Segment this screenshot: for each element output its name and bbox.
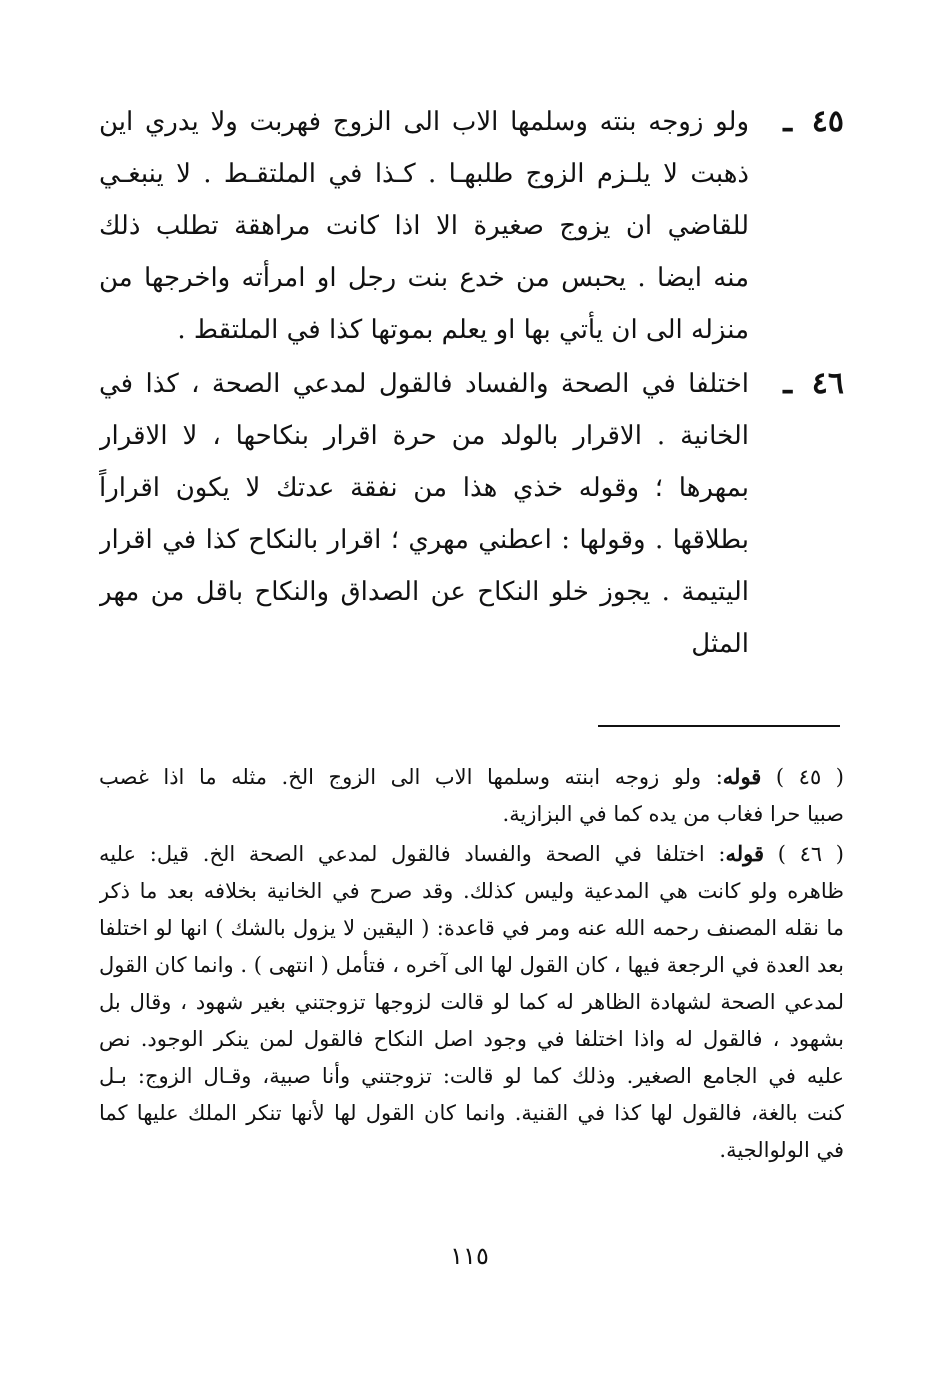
entry-line: ولو زوجه بنته وسلمها الاب الى الزوج فهربت ولا يدري اين <box>99 107 749 137</box>
footnote-line: بشهود ، فالقول له واذا اختلفا في وجود اصل النكاح فالقول لمن ينكر الوجود. نص <box>99 1027 844 1051</box>
footnote-ref: ( ٤٥ ) <box>775 765 844 789</box>
footnote-line <box>99 835 844 873</box>
footnote-line <box>99 758 844 796</box>
entry-45 <box>99 96 844 356</box>
entry-46 <box>99 358 844 670</box>
footnote-text: : اختلفا في الصحة والفساد فالقول لمدعي الصحة الخ. قيل: عليه <box>99 842 726 866</box>
footnote-lead: قوله <box>725 841 765 866</box>
footnote-line: كنت بالغة، فالقول لها كذا في القنية. وانما كان القول لها لأنها تنكر الملك عليها كما <box>99 1101 844 1125</box>
footnote-text: : ولو زوجه ابنته وسلمها الاب الى الزوج الخ. مثله ما اذا غصب <box>99 765 723 789</box>
footnote-line: ما نقله المصنف رحمه الله عنه ومر في قاعدة: ( اليقين لا يزول بالشك ) انها لو اختلفا <box>99 916 844 940</box>
entry-line: منه ايضا . يحبس من خدع بنت رجل او امرأته واخرجها من <box>99 263 749 293</box>
footnote-45 <box>99 758 844 833</box>
entry-body <box>99 358 749 670</box>
footnote-line: عليه في الجامع الصغير. وذلك كما لو قالت: تزوجتني وأنا صبية، وقـال الزوج: بـل <box>99 1064 844 1088</box>
entry-dash: ـ <box>783 104 792 139</box>
footnote-lead: قوله <box>722 764 762 789</box>
footnote-line: ظاهره ولو كانت هي المدعية وليس كذلك. وقد صرح في الخانية بخلافه بعد ما ذكر <box>99 879 844 903</box>
footnote-46 <box>99 835 844 1169</box>
footnotes <box>99 758 844 1169</box>
footnote-line: صبيا حرا فغاب من يده كما في البزازية. <box>502 802 844 826</box>
page-number: ١١٥ <box>450 1242 489 1270</box>
entry-body <box>99 96 749 356</box>
entry-dash: ـ <box>783 366 792 401</box>
entry-number: ٤٥ <box>811 104 844 139</box>
entry-line: الخانية . الاقرار بالولد من حرة اقرار بنكاحها ، لا الاقرار <box>99 421 749 451</box>
entry-line: بطلاقها . وقولها : اعطني مهري ؛ اقرار بالنكاح كذا في اقرار <box>99 525 749 555</box>
entry-line: منزله الى ان يأتي بها او يعلم بموتها كذا في الملتقط . <box>177 315 749 345</box>
entry-line: للقاضي ان يزوج صغيرة الا اذا كانت مراهقة تطلب ذلك <box>99 211 749 241</box>
entry-line: بمهرها ؛ وقوله خذي هذا من نفقة عدتك لا يكون اقراراً <box>99 473 749 503</box>
footnote-line: لمدعي الصحة لشهادة الظاهر له كما لو قالت لزوجها تزوجتني بغير شهود ، وقال بل <box>99 990 844 1014</box>
entry-line: اختلفا في الصحة والفساد فالقول لمدعي الصحة ، كذا في <box>99 369 749 399</box>
footnote-ref: ( ٤٦ ) <box>777 842 844 866</box>
footnote-separator <box>598 725 840 727</box>
entry-line: ذهبت لا يلـزم الزوج طلبهـا . كـذا في الملتقـط . لا ينبغـي <box>99 159 749 189</box>
entry-number: ٤٦ <box>811 366 844 401</box>
entry-line: المثل <box>691 629 749 659</box>
footnote-line: بعد العدة في الرجعة فيها ، كان القول لها الى آخره ، فتأمل ( انتهى ) . وانما كان القول <box>99 953 844 977</box>
footnote-line: في الولوالجية. <box>719 1138 844 1162</box>
entry-line: اليتيمة . يجوز خلو النكاح عن الصداق والنكاح باقل من مهر <box>99 577 749 607</box>
